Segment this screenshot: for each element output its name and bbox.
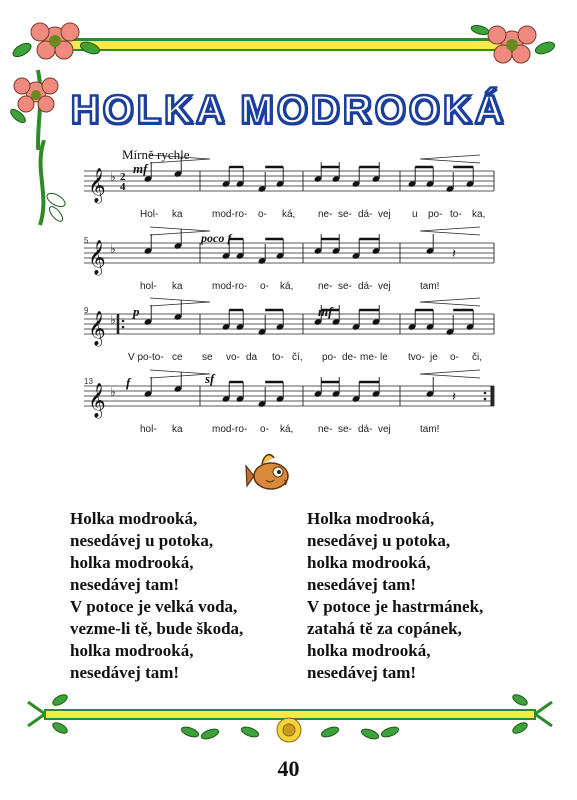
treble-clef-icon: 𝄞	[88, 311, 106, 346]
lyric-syllable: ro-	[235, 209, 248, 220]
verse-line: V potoce je hastrmánek,	[307, 597, 484, 616]
lyric-syllable: tam!	[420, 281, 440, 292]
lyric-syllable: ne-	[318, 281, 333, 292]
verse-line: nesedávej tam!	[70, 575, 180, 594]
lyric-syllable: ro-	[235, 424, 248, 435]
dynamic-marking: mf	[318, 304, 333, 319]
lyric-syllable: se-	[338, 281, 352, 292]
verse-line: nesedávej u potoka,	[70, 531, 214, 550]
lyric-syllable: le	[380, 352, 388, 363]
quarter-rest-icon: 𝄽	[452, 247, 456, 262]
quarter-rest-icon: 𝄽	[452, 390, 456, 405]
lyric-syllable: vej	[378, 281, 391, 292]
verse-line: nesedávej u potoka,	[307, 531, 451, 550]
lyric-syllable: o-	[450, 352, 459, 363]
lyric-syllable: Hol-	[140, 209, 159, 220]
lyric-syllable: ne-	[318, 209, 333, 220]
lyric-syllable: ka	[172, 424, 183, 435]
verse-line: holka modrooká,	[307, 553, 431, 572]
lyric-syllable: po-	[322, 352, 337, 363]
verse-line: nesedávej tam!	[70, 663, 180, 682]
lyric-syllable: ka,	[472, 209, 486, 220]
verse-line: nesedávej tam!	[307, 663, 417, 682]
lyric-syllable: po-	[428, 209, 443, 220]
flat-sign-icon: ♭	[110, 385, 116, 399]
lyric-syllable: V po-	[128, 352, 152, 363]
lyric-syllable: to-	[450, 209, 462, 220]
lyric-syllable: ro-	[235, 281, 248, 292]
lyric-syllable: vo-	[226, 352, 240, 363]
lyric-syllable: se	[202, 352, 213, 363]
lyric-syllable: mod-	[212, 209, 235, 220]
lyric-syllable: ka	[172, 281, 183, 292]
lyric-syllable: o-	[258, 209, 267, 220]
song-title: HOLKA MODROOKÁ	[70, 88, 507, 132]
fish-icon	[244, 450, 294, 495]
verse-line: holka modrooká,	[70, 641, 194, 660]
flat-sign-icon: ♭	[110, 170, 116, 184]
lyric-syllable: ká,	[280, 424, 294, 435]
verse-line: holka modrooká,	[70, 553, 194, 572]
lyric-syllable: hol-	[140, 281, 157, 292]
verse-line: V potoce je velká voda,	[70, 597, 238, 616]
lyric-syllable: tvo-	[408, 352, 425, 363]
verse-line: nesedávej tam!	[307, 575, 417, 594]
sunflower-icon	[277, 718, 301, 742]
measure-number: 5	[84, 236, 89, 245]
tempo-marking: Mírně rychle	[122, 147, 190, 162]
lyric-syllable: ká,	[282, 209, 296, 220]
dynamic-marking: mf	[133, 161, 148, 176]
verse-line: Holka modrooká,	[307, 509, 435, 528]
lyric-syllable: me-	[360, 352, 378, 363]
lyric-syllable: tam!	[420, 424, 440, 435]
flat-sign-icon: ♭	[110, 313, 116, 327]
lyric-syllable: čí,	[292, 352, 303, 363]
lyric-syllable: hol-	[140, 424, 157, 435]
treble-clef-icon: 𝄞	[88, 240, 106, 275]
time-signature: 4	[120, 181, 126, 193]
measure-number: 9	[84, 306, 89, 315]
page-number: 40	[277, 756, 300, 781]
lyric-syllable: je	[430, 352, 438, 363]
lyric-syllable: dá-	[358, 209, 373, 220]
time-signature: 2	[120, 171, 126, 183]
lyric-syllable: se-	[338, 424, 352, 435]
treble-clef-icon: 𝄞	[88, 383, 106, 418]
lyric-syllable: dá-	[358, 281, 373, 292]
verse-line: Holka modrooká,	[70, 509, 198, 528]
dynamic-marking: f	[126, 375, 131, 390]
flat-sign-icon: ♭	[110, 242, 116, 256]
measure-number: 13	[84, 377, 93, 386]
dynamic-marking: p	[133, 304, 140, 319]
dynamic-marking: sf	[205, 371, 215, 386]
lyric-syllable: o-	[260, 281, 269, 292]
lyric-syllable: vej	[378, 209, 391, 220]
lyric-syllable: ne-	[318, 424, 333, 435]
dynamic-marking: poco f	[201, 231, 232, 245]
lyric-syllable: to-	[152, 352, 164, 363]
lyric-syllable: či,	[472, 352, 482, 363]
lyric-syllable: ka	[172, 209, 183, 220]
verse-2	[307, 508, 483, 684]
lyric-syllable: vej	[378, 424, 391, 435]
treble-clef-icon: 𝄞	[88, 168, 106, 203]
bottom-floral-border	[0, 690, 577, 760]
lyric-syllable: se-	[338, 209, 352, 220]
lyric-syllable: ce	[172, 352, 183, 363]
verse-line: holka modrooká,	[307, 641, 431, 660]
lyric-syllable: mod-	[212, 281, 235, 292]
lyric-syllable: de-	[342, 352, 357, 363]
lyric-syllable: to-	[272, 352, 284, 363]
lyric-syllable: da	[246, 352, 258, 363]
lyric-syllable: mod-	[212, 424, 235, 435]
lyric-syllable: o-	[260, 424, 269, 435]
verse-1	[70, 508, 243, 684]
lyric-syllable: u	[412, 209, 418, 220]
lyric-syllable: ká,	[280, 281, 294, 292]
verse-line: zatahá tě za copánek,	[307, 619, 462, 638]
verse-line: vezme-li tě, bude škoda,	[70, 619, 244, 638]
lyric-syllable: dá-	[358, 424, 373, 435]
